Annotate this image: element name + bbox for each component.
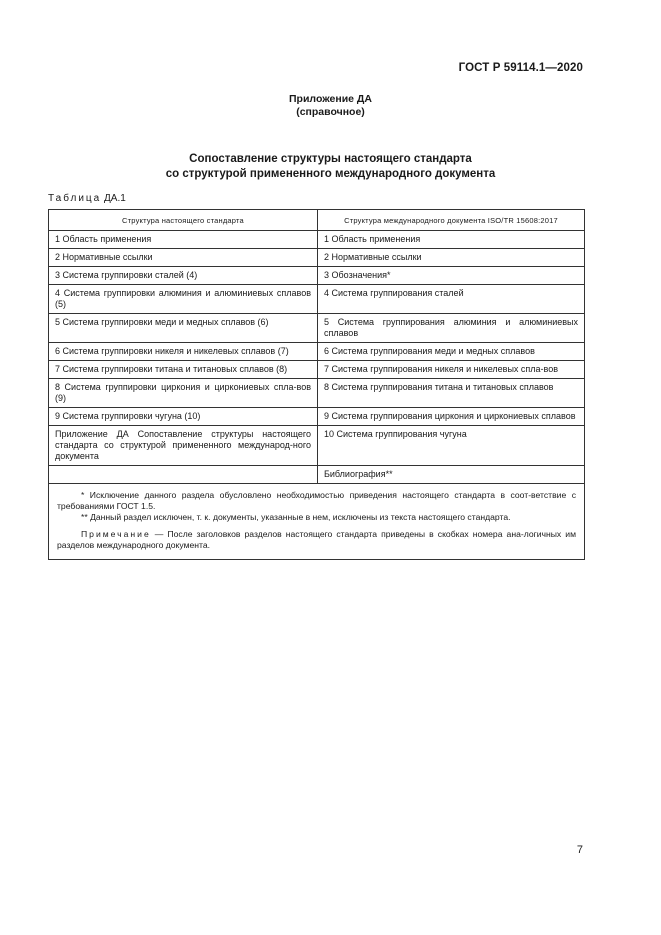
table-cell: 8 Система группирования титана и титановых сплавов [318, 379, 585, 408]
table-row [49, 314, 585, 343]
table-row [49, 285, 585, 314]
header-international-structure: Структура международного документа ISO/TR 15608:2017 [318, 210, 585, 231]
table-cell: 9 Система группирования циркония и циркониевых сплавов [318, 408, 585, 426]
table-cell: 4 Система группирования сталей [318, 285, 585, 314]
table-cell: 2 Нормативные ссылки [318, 249, 585, 267]
note-label: Примечание [81, 529, 151, 539]
table-cell: 9 Система группировки чугуна (10) [49, 408, 318, 426]
page-number: 7 [576, 844, 583, 856]
table-caption-word: Таблица [48, 193, 102, 204]
table-row [49, 249, 585, 267]
table-cell: 7 Система группировки титана и титановых сплавов (8) [49, 361, 318, 379]
section-heading [0, 152, 661, 182]
table-row [49, 466, 585, 484]
table-caption-number: ДА.1 [104, 193, 126, 204]
table-header-row [49, 210, 585, 231]
table-cell: 3 Система группировки сталей (4) [49, 267, 318, 285]
table-cell: 5 Система группировки меди и медных сплавов (6) [49, 314, 318, 343]
table-row [49, 361, 585, 379]
table-cell: 6 Система группирования меди и медных сплавов [318, 343, 585, 361]
table-notes [49, 484, 585, 560]
table-cell: 5 Система группирования алюминия и алюминиевых сплавов [318, 314, 585, 343]
table-cell: Приложение ДА Сопоставление структуры настоящего стандарта со структурой примененного международ-ного документа [49, 426, 318, 466]
table-row [49, 343, 585, 361]
comparison-table [48, 209, 585, 560]
table-cell: Библиография** [318, 466, 585, 484]
table-cell: 10 Система группирования чугуна [318, 426, 585, 466]
table-cell: 6 Система группировки никеля и никелевых сплавов (7) [49, 343, 318, 361]
table-row [49, 231, 585, 249]
section-heading-line-2: со структурой примененного международного документа [165, 168, 496, 180]
header-national-structure: Структура настоящего стандарта [49, 210, 318, 231]
table-cell: 1 Область применения [318, 231, 585, 249]
footnote-1: * Исключение данного раздела обусловлено необходимостью приведения настоящего стандарта в соот-ветствие с требованиями ГОСТ 1.5. [57, 490, 576, 511]
table-row [49, 379, 585, 408]
table-caption [48, 193, 126, 204]
table-cell-empty [49, 466, 318, 484]
section-heading-line-1: Сопоставление структуры настоящего стандарта [189, 153, 472, 165]
document-code: ГОСТ Р 59114.1—2020 [458, 62, 583, 74]
annex-heading [0, 93, 661, 119]
table-cell: 1 Область применения [49, 231, 318, 249]
annex-title: Приложение ДА [289, 93, 372, 105]
table-note [57, 529, 576, 551]
table-row [49, 426, 585, 466]
table-cell: 8 Система группировки циркония и циркониевых спла-вов (9) [49, 379, 318, 408]
table-row [49, 267, 585, 285]
table-notes-row [49, 484, 585, 560]
note-text: — После заголовков разделов настоящего стандарта приведены в скобках номера ана-логичных им разделов международного документа. [57, 529, 576, 550]
table-cell: 4 Система группировки алюминия и алюминиевых сплавов (5) [49, 285, 318, 314]
annex-subtitle: (справочное) [296, 106, 365, 118]
table-cell: 2 Нормативные ссылки [49, 249, 318, 267]
table-row [49, 408, 585, 426]
table-cell: 3 Обозначения* [318, 267, 585, 285]
footnote-2: ** Данный раздел исключен, т. к. документы, указанные в нем, исключены из текста настоящего стандарта. [81, 512, 511, 522]
table-cell: 7 Система группирования никеля и никелевых спла-вов [318, 361, 585, 379]
